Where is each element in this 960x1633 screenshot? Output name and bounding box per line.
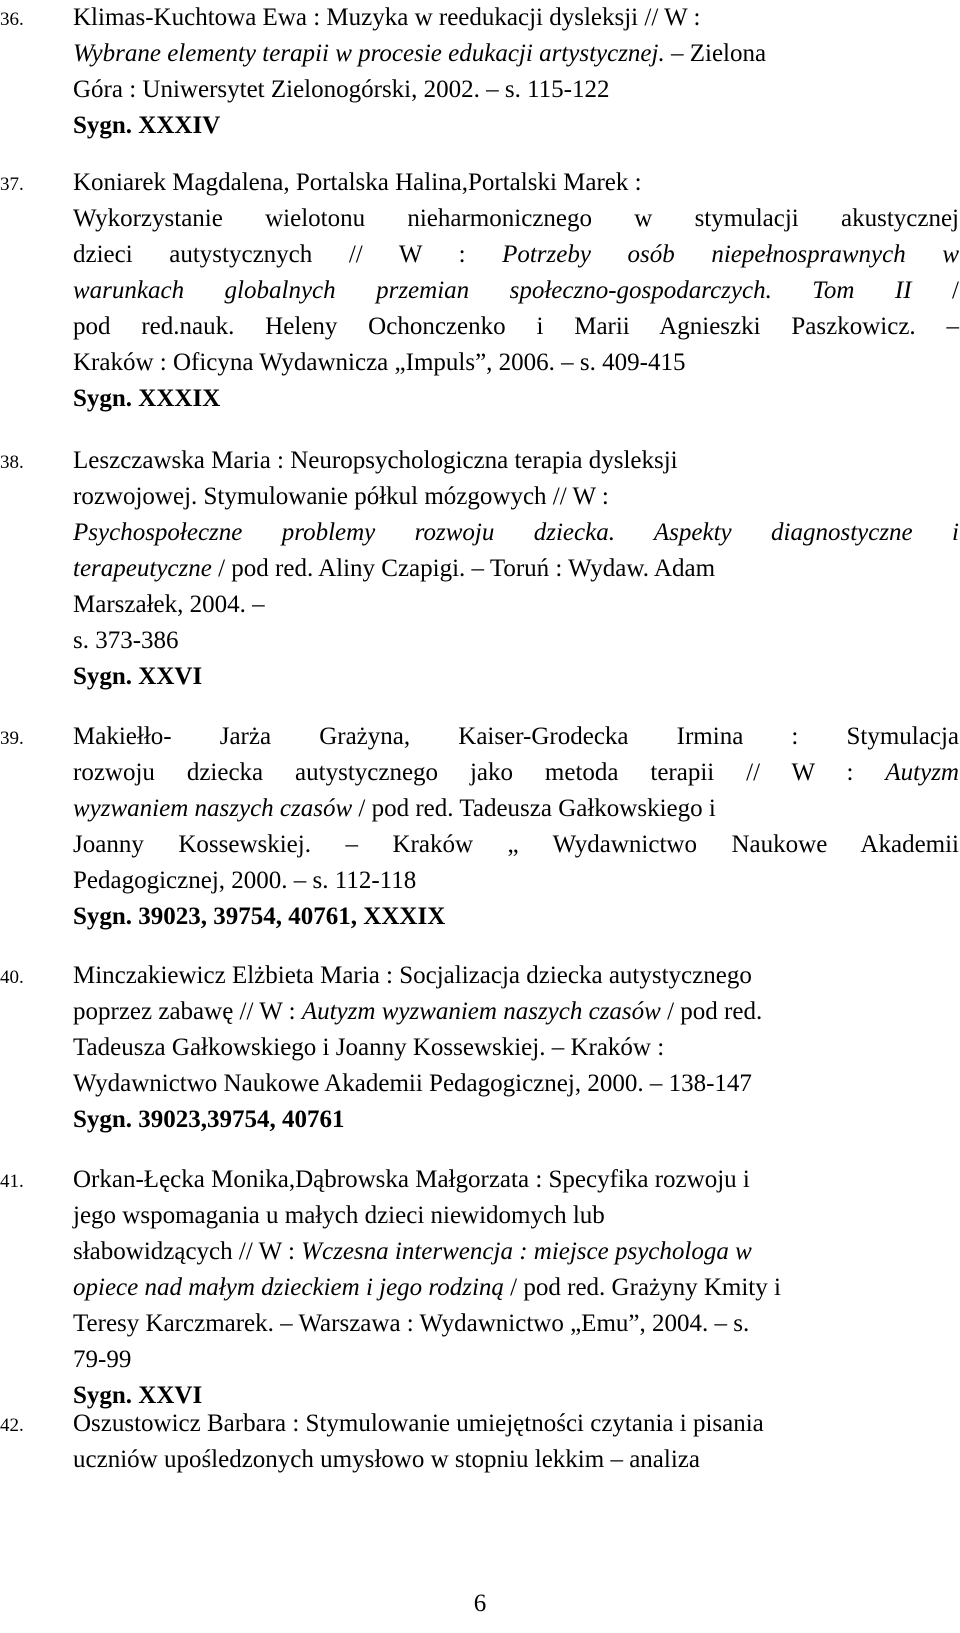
entry-number: 42. (0, 1415, 24, 1436)
entry-line (73, 1030, 959, 1066)
text-segment: słabowidzących // W : (73, 1238, 302, 1265)
call-number: Sygn. 39023, 39754, 40761, XXXIX (73, 903, 446, 930)
text-segment: Teresy Karczmarek. – Warszawa : Wydawnictwo „Emu”, 2004. – s. (73, 1310, 750, 1337)
entry-line (73, 994, 959, 1030)
text-segment: – Zielona (664, 40, 767, 67)
entry-line (73, 659, 959, 695)
entry-line (73, 515, 959, 551)
call-number: Sygn. XXVI (73, 1382, 203, 1409)
entry-line (73, 755, 959, 791)
entry-line (73, 719, 959, 755)
entry-line (73, 791, 959, 827)
call-number: Sygn. 39023,39754, 40761 (73, 1106, 345, 1133)
entry-line (73, 1102, 959, 1138)
entry-text (73, 1406, 959, 1478)
title-italic: Potrzeby osób niepełnosprawnych w (502, 241, 959, 268)
call-number: Sygn. XXVI (73, 663, 203, 690)
entry-line (73, 1066, 959, 1102)
text-segment: poprzez zabawę // W : (73, 998, 302, 1025)
entry-number: 37. (0, 174, 24, 195)
page-number: 6 (473, 1590, 487, 1617)
entry-line (73, 899, 959, 935)
entry-text (73, 165, 959, 417)
text-segment: / pod red. Aliny Czapigi. – Toruń : Wydaw. Adam (211, 555, 716, 582)
text-segment: dzieci autystycznych // W : (73, 241, 503, 268)
title-italic: opiece nad małym dzieckiem i jego rodziną (73, 1274, 504, 1301)
title-italic: Psychospołeczne problemy rozwoju dziecka. Aspekty diagnostyczne i (73, 519, 959, 546)
entry-line (73, 1270, 959, 1306)
entry-number: 41. (0, 1171, 24, 1192)
entry-line (73, 551, 959, 587)
text-segment: rozwojowej. Stymulowanie półkul mózgowych // W : (73, 483, 609, 510)
title-italic: Wczesna interwencja : miejsce psychologa w (301, 1238, 752, 1265)
text-segment: Tadeusza Gałkowskiego i Joanny Kossewskiej. – Kraków : (73, 1034, 665, 1061)
entry-line (73, 1306, 959, 1342)
text-segment: / (911, 277, 959, 304)
text-segment: Klimas-Kuchtowa Ewa : Muzyka w reedukacji dysleksji // W : (73, 4, 701, 31)
title-italic: Autyzm wyzwaniem naszych czasów (301, 998, 661, 1025)
entry-line (73, 1406, 959, 1442)
title-italic: Wybrane elementy terapii w procesie edukacji artystycznej. (73, 40, 665, 67)
text-segment: Minczakiewicz Elżbieta Maria : Socjalizacja dziecka autystycznego (73, 962, 752, 989)
entry-text (73, 719, 959, 935)
text-segment: Oszustowicz Barbara : Stymulowanie umiejętności czytania i pisania (73, 1410, 764, 1437)
entry-line (73, 1342, 959, 1378)
text-segment: Leszczawska Maria : Neuropsychologiczna terapia dysleksji (73, 447, 678, 474)
entry-line (73, 309, 959, 345)
entry-line (73, 1442, 959, 1478)
text-segment: rozwoju dziecka autystycznego jako metoda terapii // W : (73, 759, 886, 786)
text-segment: / pod red. Tadeusza Gałkowskiego i (352, 795, 716, 822)
entry-line (73, 1198, 959, 1234)
entry-text (73, 443, 959, 695)
text-segment: Kraków : Oficyna Wydawnicza „Impuls”, 2006. – s. 409-415 (73, 349, 686, 376)
entry-number: 39. (0, 728, 24, 749)
entry-number: 40. (0, 967, 24, 988)
entry-text (73, 1162, 959, 1414)
entry-line (73, 237, 959, 273)
text-segment: Wykorzystanie wielotonu nieharmonicznego w stymulacji akustycznej (73, 205, 959, 232)
entry-line (73, 72, 959, 108)
text-segment: Góra : Uniwersytet Zielonogórski, 2002. – s. 115-122 (73, 76, 610, 103)
entry-line (73, 381, 959, 417)
entry-line (73, 0, 959, 36)
text-segment: Joanny Kossewskiej. – Kraków „ Wydawnictwo Naukowe Akademii (73, 831, 959, 858)
entry-line (73, 36, 959, 72)
entry-line (73, 201, 959, 237)
text-segment: Wydawnictwo Naukowe Akademii Pedagogicznej, 2000. – 138-147 (73, 1070, 752, 1097)
entry-line (73, 345, 959, 381)
entry-line (73, 623, 959, 659)
text-segment: pod red.nauk. Heleny Ochonczenko i Marii Agnieszki Paszkowicz. – (73, 313, 959, 340)
entry-line (73, 863, 959, 899)
entry-line (73, 108, 959, 144)
entry-line (73, 1234, 959, 1270)
text-segment: Koniarek Magdalena, Portalska Halina,Portalski Marek : (73, 169, 642, 196)
text-segment: Makiełło- Jarża Grażyna, Kaiser-Grodecka Irmina : Stymulacja (73, 723, 959, 750)
title-italic: Autyzm (885, 759, 959, 786)
entry-line (73, 958, 959, 994)
title-italic: terapeutyczne (73, 555, 212, 582)
entry-line (73, 443, 959, 479)
entry-line (73, 1162, 959, 1198)
text-segment: jego wspomagania u małych dzieci niewidomych lub (73, 1202, 605, 1229)
text-segment: / pod red. (660, 998, 763, 1025)
title-italic: wyzwaniem naszych czasów (73, 795, 353, 822)
entry-line (73, 587, 959, 623)
entry-text (73, 958, 959, 1138)
text-segment: Orkan-Łęcka Monika,Dąbrowska Małgorzata : Specyfika rozwoju i (73, 1166, 750, 1193)
entry-text (73, 0, 959, 144)
title-italic: warunkach globalnych przemian społeczno-gospodarczych. Tom II (73, 277, 912, 304)
text-segment: Pedagogicznej, 2000. – s. 112-118 (73, 867, 417, 894)
call-number: Sygn. XXXIX (73, 385, 221, 412)
entry-line (73, 165, 959, 201)
text-segment: s. 373-386 (73, 627, 179, 654)
entry-line (73, 273, 959, 309)
text-segment: 79-99 (73, 1346, 132, 1373)
call-number: Sygn. XXXIV (73, 112, 221, 139)
text-segment: / pod red. Grażyny Kmity i (503, 1274, 781, 1301)
text-segment: uczniów upośledzonych umysłowo w stopniu lekkim – analiza (73, 1446, 700, 1473)
entry-line (73, 479, 959, 515)
entry-number: 36. (0, 9, 24, 30)
entry-number: 38. (0, 452, 24, 473)
text-segment: Marszałek, 2004. – (73, 591, 265, 618)
entry-line (73, 827, 959, 863)
